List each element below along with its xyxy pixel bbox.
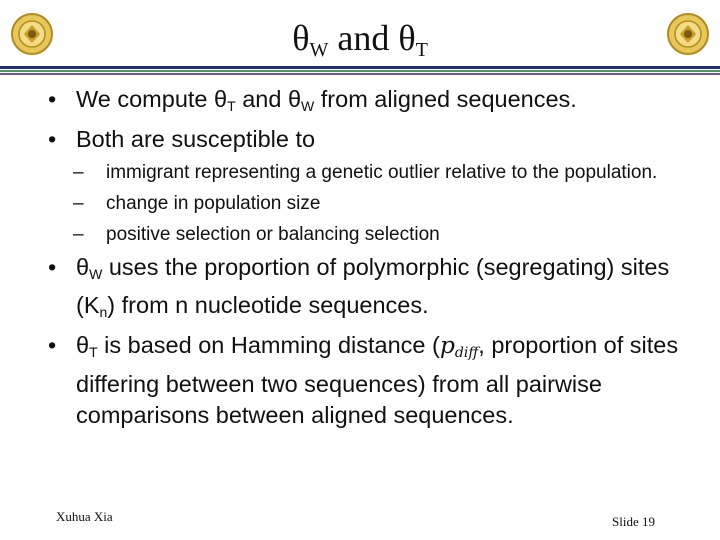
footer-author: Xuhua Xia [56,509,113,524]
sub-bullet-item: – immigrant representing a genetic outlier relative to the population. [40,159,690,186]
title-divider [0,70,720,72]
bullet-item: • $\theta_W$ uses the proportion of polymorphic (segregating) sites $(K_n)$ from n nucleotide sequences. [48,254,670,320]
slide-number: Slide 19 [612,514,655,529]
slide-title: $\theta_W$ and $\theta_T$ [292,18,428,61]
math-variable: $p_{diff}$ [439,331,479,361]
bullet-icon: • [48,254,57,280]
dash-icon: – [73,193,84,214]
title-divider [0,73,720,75]
dash-icon: – [73,224,84,245]
bullet-icon: • [48,126,57,152]
sub-bullet-item: – positive selection or balancing selection [40,221,690,248]
bullet-item: • $\theta_T$ is based on Hamming distance ($p_{diff}$, proportion of sites differing between two sequences) from all pairwise comparisons between aligned sequences. [48,331,679,428]
dash-icon: – [73,162,84,183]
bullet-item: • Both are susceptible to [40,124,690,155]
sub-bullet-item: – change in population size [40,190,690,217]
bullet-icon: • [48,86,57,112]
bullet-icon: • [48,332,57,358]
title-divider [0,66,720,69]
slide-body [40,84,690,433]
bullet-item: • We compute $\theta_T$ and $\theta_W$ from aligned sequences. [48,86,577,114]
